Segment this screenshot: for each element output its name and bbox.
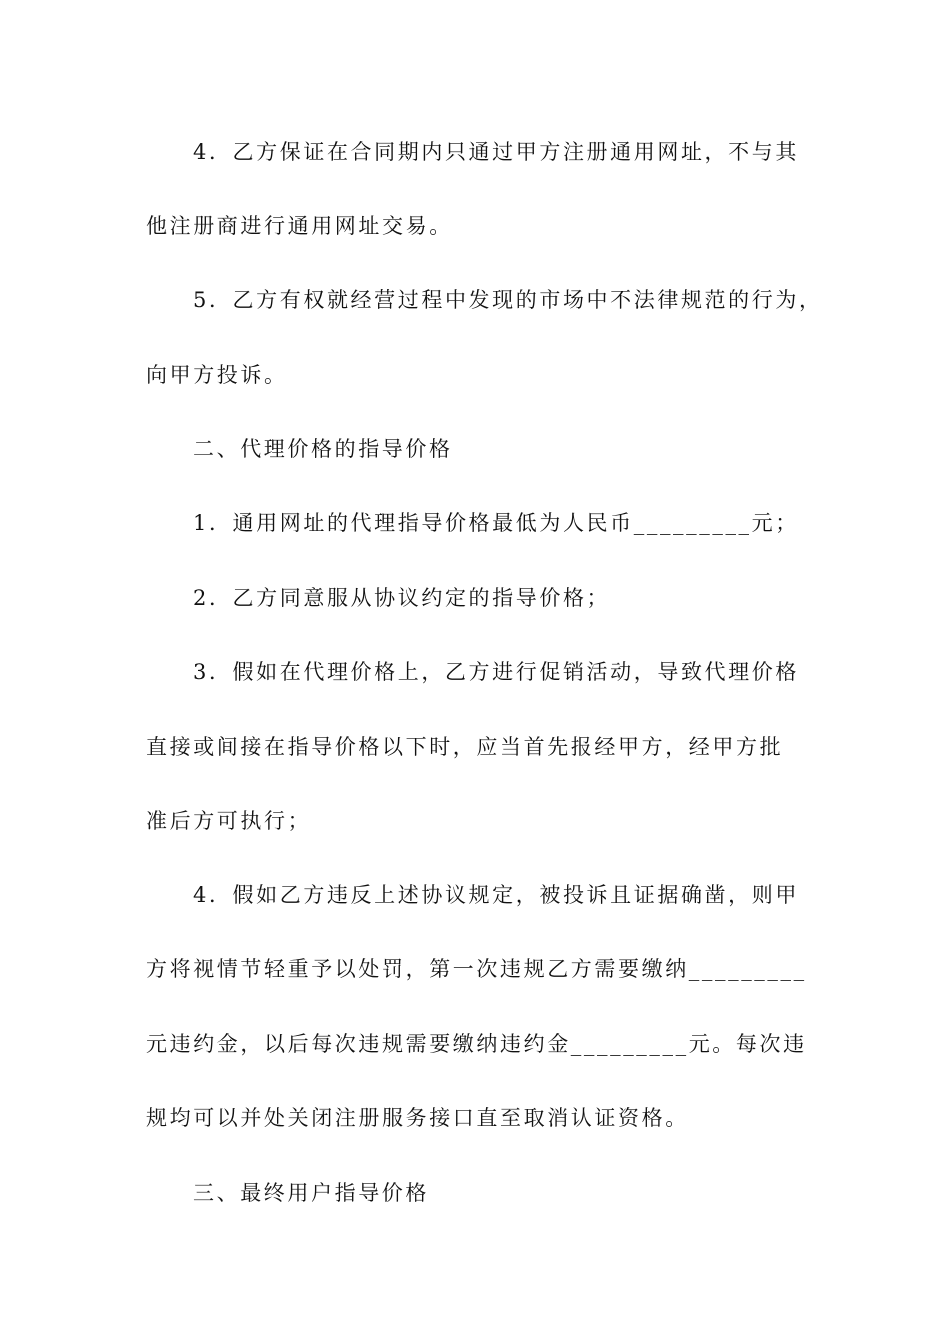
paragraph-line: 2．乙方同意服从协议约定的指导价格；	[193, 586, 611, 610]
section-heading: 二、代理价格的指导价格	[193, 437, 453, 461]
paragraph-line: 元违约金，以后每次违规需要缴纳违约金_________元。每次违	[146, 1032, 807, 1056]
paragraph-line: 1．通用网址的代理指导价格最低为人民币_________元；	[193, 511, 799, 535]
paragraph-line: 准后方可执行；	[146, 809, 312, 833]
paragraph-line: 向甲方投诉。	[146, 363, 288, 387]
paragraph-line: 直接或间接在指导价格以下时，应当首先报经甲方，经甲方批	[146, 735, 784, 759]
paragraph-line: 4．乙方保证在合同期内只通过甲方注册通用网址，不与其	[193, 140, 799, 164]
paragraph-line: 方将视情节轻重予以处罚，第一次违规乙方需要缴纳_________	[146, 957, 807, 981]
paragraph-line: 4．假如乙方违反上述协议规定，被投诉且证据确凿，则甲	[193, 883, 799, 907]
paragraph-line: 规均可以并处关闭注册服务接口直至取消认证资格。	[146, 1106, 689, 1130]
paragraph-line: 他注册商进行通用网址交易。	[146, 214, 453, 238]
section-heading: 三、最终用户指导价格	[193, 1181, 429, 1205]
paragraph-line: 5．乙方有权就经营过程中发现的市场中不法律规范的行为，	[193, 288, 823, 312]
paragraph-line: 3．假如在代理价格上，乙方进行促销活动，导致代理价格	[193, 660, 799, 684]
